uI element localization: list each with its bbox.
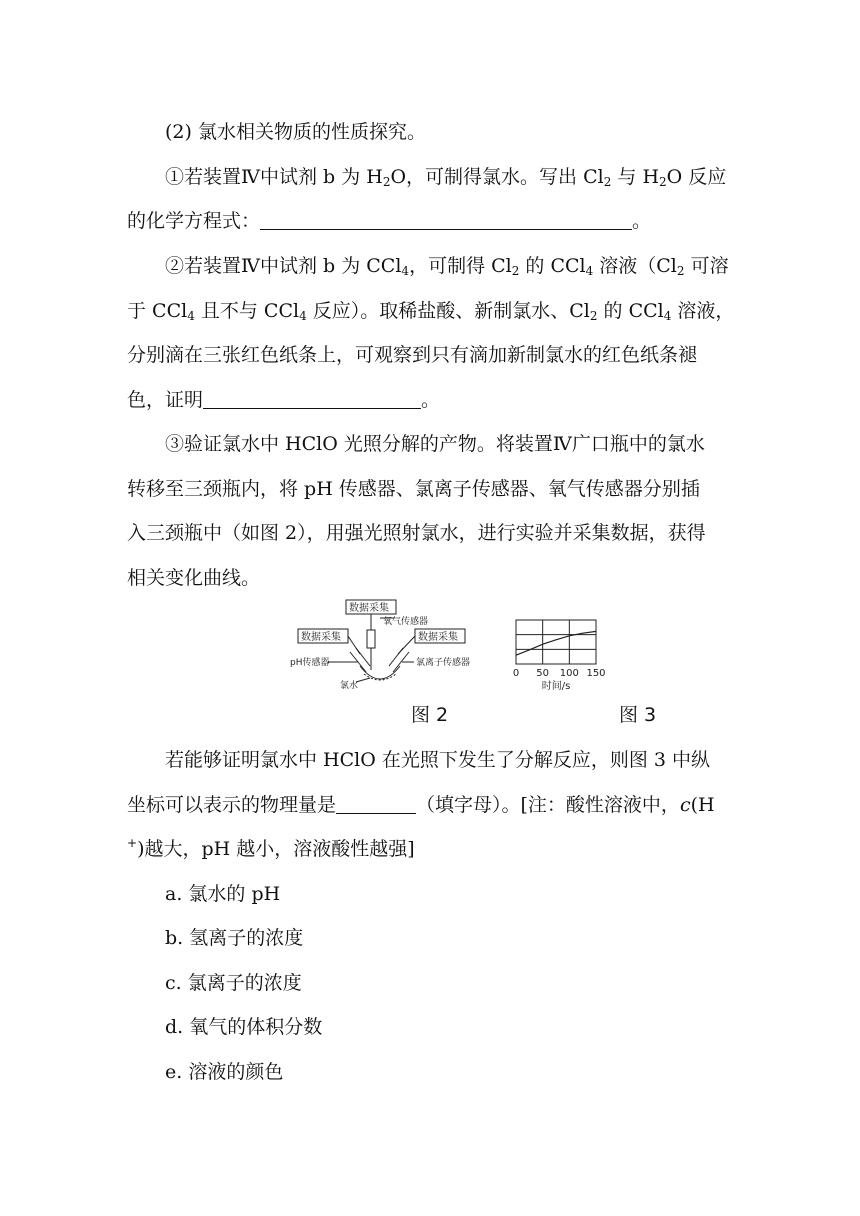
answer-blank-1[interactable]: [260, 209, 632, 230]
q2-line2: 于 CCl$_4$ 且不与 CCl$_4$ 反应）。取稀盐酸、新制氯水、$Cl_2$ 的 CCl$_4$ 溶液，: [127, 300, 735, 323]
fig2-box-top-label: 数据采集: [349, 603, 389, 614]
q4-line2: 坐标可以表示的物理量是 （填字母）。[注：酸性溶液中，c(H: [127, 794, 715, 816]
q3-line2: 转移至三颈瓶内，将 pH 传感器、氯离子传感器、氧气传感器分别插: [127, 478, 700, 500]
part-title: (2) 氯水相关物质的性质探究。: [165, 121, 426, 143]
option-d[interactable]: d. 氧气的体积分数: [165, 1016, 323, 1038]
fig3-x-tick-label: 100: [559, 668, 579, 679]
q1-line2: 的化学方程式： 。: [127, 210, 652, 232]
option-a[interactable]: a. 氯水的 pH: [165, 883, 281, 905]
fig3-plot-frame: [516, 620, 596, 664]
fig3-x-tick-label: 0: [512, 668, 520, 679]
q2-line3: 分别滴在三张红色纸条上，可观察到只有滴加新制氯水的红色纸条褪: [127, 344, 698, 366]
q3-line1: ③验证氯水中 HClO 光照分解的产物。将装置Ⅳ广口瓶中的氯水: [165, 433, 705, 455]
fig2-o2-sensor-label: 氧气传感器: [383, 617, 429, 627]
figure-3-caption: 图 3: [619, 704, 657, 726]
option-e[interactable]: e. 溶液的颜色: [165, 1061, 284, 1083]
answer-blank-3[interactable]: [336, 793, 416, 814]
q3-line4: 相关变化曲线。: [127, 567, 261, 589]
figure-3-chart: [508, 612, 608, 692]
answer-blank-2[interactable]: [203, 388, 421, 409]
fig2-cl-sensor-label: 氯离子传感器: [416, 658, 471, 668]
option-c[interactable]: c. 氯离子的浓度: [165, 972, 302, 994]
fig2-chlorine-water-label: 氯水: [340, 681, 359, 691]
q2-line1: ②若装置Ⅳ中试剂 b 为 CCl$_4$，可制得 $Cl_2$ 的 CCl$_4$ 溶液（$Cl_2$ 可溶: [165, 255, 729, 278]
fig3-x-axis-label: 时间/s: [541, 681, 571, 692]
fig2-box-right-label: 数据采集: [418, 632, 458, 643]
figure-2-apparatus: [290, 596, 490, 692]
fig2-ph-sensor-label: pH传感器: [290, 658, 330, 668]
fig2-box-left-label: 数据采集: [301, 632, 341, 643]
figure-2-caption: 图 2: [411, 704, 449, 726]
fig3-x-tick-label: 150: [586, 668, 606, 679]
q4-line3: +)越大，pH 越小，溶液酸性越强]: [127, 836, 415, 860]
fig3-x-tick-label: 50: [536, 668, 550, 679]
option-b[interactable]: b. 氢离子的浓度: [165, 927, 304, 949]
q2-line4: 色，证明 。: [127, 389, 441, 411]
q3-line3: 入三颈瓶中（如图 2），用强光照射氯水，进行实验并采集数据，获得: [127, 522, 706, 544]
q1-line1: ①若装置Ⅳ中试剂 b 为 $H_2O$，可制得氯水。写出 $Cl_2$ 与 $H_2O$ 反应: [165, 166, 727, 189]
q4-line1: 若能够证明氯水中 HClO 在光照下发生了分解反应，则图 3 中纵: [165, 749, 711, 771]
